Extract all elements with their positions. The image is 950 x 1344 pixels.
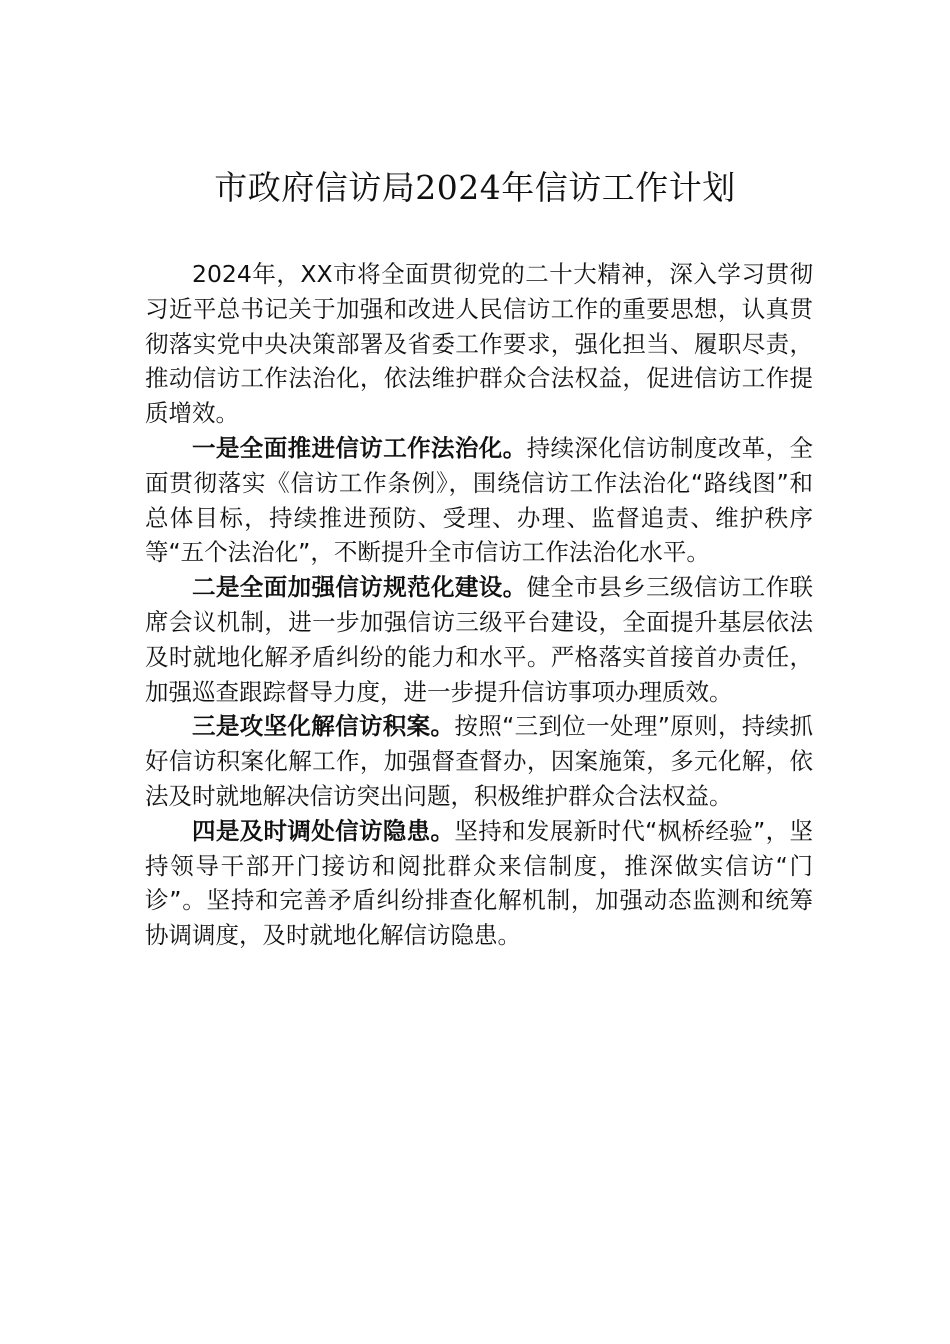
section-text-4: 坚持和发展新时代“枫桥经验”，坚持领导干部开门接访和阅批群众来信制度，推深做实信访“门诊”。坚持和完善矛盾纠纷排查化解机制，加强动态监测和统筹协调调度，及时就地化解信访隐患。 — [145, 816, 813, 950]
section-lead-1: 一是全面推进信访工作法治化。 — [192, 433, 527, 462]
section-text-1: 持续深化信访制度改革，全面贯彻落实《信访工作条例》，围绕信访工作法治化“路线图”和总体目标，持续推进预防、受理、办理、监督追责、维护秩序等“五个法治化”，不断提升全市信访工作法治化水平。 — [145, 433, 814, 567]
section-paragraph-1 — [145, 431, 813, 570]
document-body — [145, 257, 813, 953]
intro-paragraph: 2024年，XX市将全面贯彻党的二十大精神，深入学习贯彻习近平总书记关于加强和改进人民信访工作的重要思想，认真贯彻落实党中央决策部署及省委工作要求，强化担当、履职尽责，推动信访工作法治化，依法维护群众合法权益，促进信访工作提质增效。 — [145, 260, 813, 428]
section-paragraph-2 — [145, 570, 813, 709]
document-title: 市政府信访局2024年信访工作计划 — [214, 168, 736, 207]
section-lead-3: 三是攻坚化解信访积案。 — [192, 712, 455, 741]
section-lead-4: 四是及时调处信访隐患。 — [192, 816, 455, 845]
section-text-2: 健全市县乡三级信访工作联席会议机制，进一步加强信访三级平台建设，全面提升基层依法及时就地化解矛盾纠纷的能力和水平。严格落实首接首办责任，加强巡查跟踪督导力度，进一步提升信访事项办理质效。 — [145, 573, 814, 706]
section-paragraph-4 — [145, 814, 813, 953]
section-text-3: 按照“三到位一处理”原则，持续抓好信访积案化解工作，加强督查督办，因案施策，多元化解，依法及时就地解决信访突出问题，积极维护群众合法权益。 — [145, 712, 813, 810]
section-paragraph-3 — [145, 709, 813, 813]
section-lead-2: 二是全面加强信访规范化建设。 — [192, 573, 527, 602]
